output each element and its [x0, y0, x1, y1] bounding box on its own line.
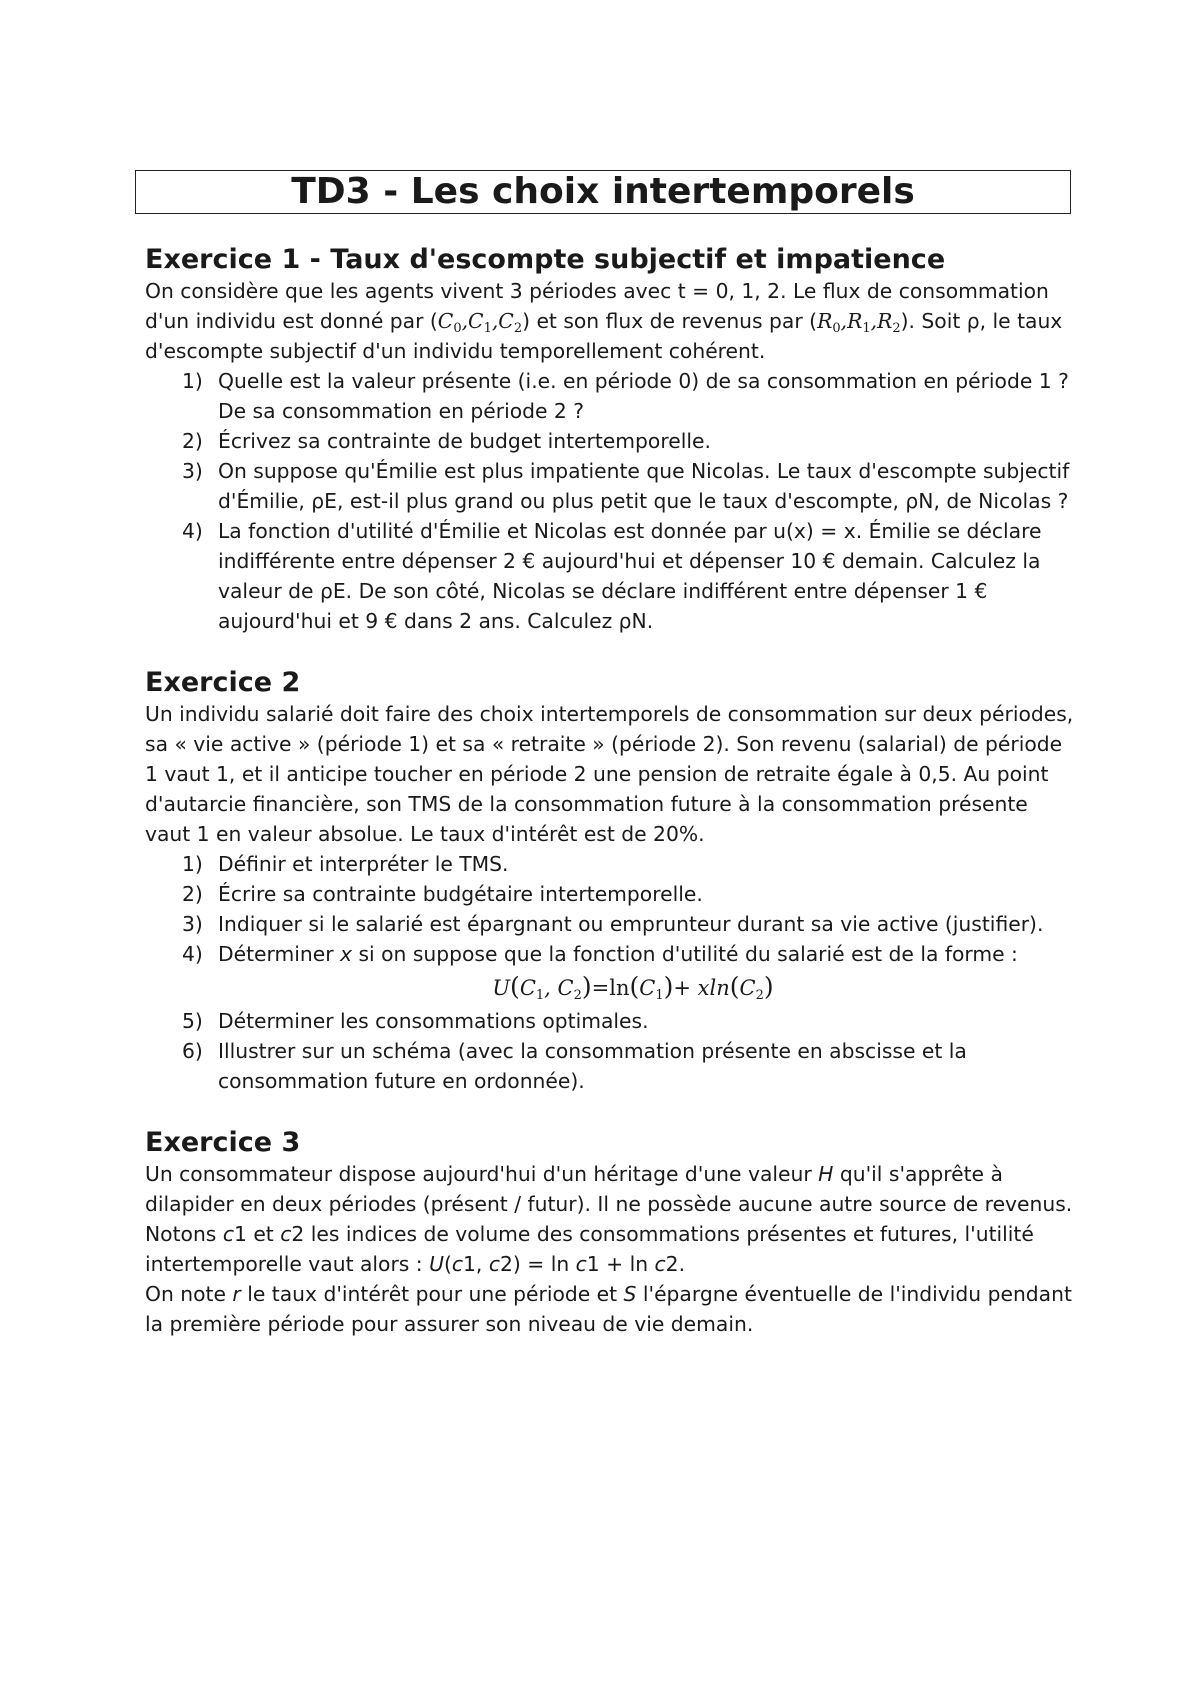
exercise-2-questions-continued: [145, 1006, 1075, 1096]
item-number: 2): [182, 429, 203, 453]
text: 1,: [463, 1252, 489, 1276]
variable: r: [232, 1282, 241, 1306]
item-number: 1): [182, 852, 203, 876]
variable: c: [654, 1252, 666, 1276]
list-item: [145, 366, 1075, 426]
exercise-3-heading: Exercice 3: [145, 1127, 301, 1158]
income-flow-formula: $R_0,R_1,R_2$: [817, 309, 901, 336]
variable: c: [280, 1222, 292, 1246]
exercise-1-heading: Exercice 1 - Taux d'escompte subjectif et impatience: [145, 244, 946, 275]
consumption-flow-formula: $C_0,C_1,C_2$: [437, 309, 523, 336]
exercise-3-paragraph-2: [145, 1219, 1075, 1279]
exercise-1: [145, 244, 1075, 636]
text: le taux d'intérêt pour une période et: [240, 1282, 624, 1306]
text: On note: [145, 1282, 233, 1306]
item-number: 3): [182, 912, 203, 936]
item-text: Illustrer sur un schéma (avec la consommation présente en abscisse et la consommation future en ordonnée).: [218, 1039, 967, 1093]
variable: c: [488, 1252, 500, 1276]
item-number: 4): [182, 519, 203, 543]
exercise-3: [145, 1127, 1075, 1339]
text: 2 les indices de volume des consommations présentes et futures, l'utilité intertemporelle vaut alors :: [145, 1222, 1034, 1276]
intro-text: ). Soit ρ, le taux d'escompte subjectif d'un individu temporellement cohérent.: [145, 309, 1063, 363]
item-number: 2): [182, 882, 203, 906]
text: 2.: [665, 1252, 686, 1276]
item-text: si on suppose que la fonction d'utilité du salarié est de la forme :: [352, 942, 1018, 966]
text: (: [443, 1252, 452, 1276]
exercise-2: [145, 667, 1075, 1096]
item-text: Écrire sa contrainte budgétaire intertemporelle.: [218, 882, 703, 906]
variable: H: [818, 1162, 834, 1186]
list-item: [145, 516, 1075, 636]
item-number: 1): [182, 369, 203, 393]
list-item: [145, 456, 1075, 516]
text: 1 + ln: [586, 1252, 655, 1276]
list-item: [145, 1036, 1075, 1096]
utility-function-equation: $U(C_1$, $C_2)=\ln(C_1)+ xln(C_2)$: [492, 972, 774, 1003]
variable: c: [222, 1222, 234, 1246]
text: l'épargne éventuelle de l'individu pendant la première période pour assurer son niveau de vie demain.: [145, 1282, 1072, 1336]
list-item: [145, 939, 1075, 969]
text: 2) = ln: [499, 1252, 576, 1276]
variable: U: [429, 1252, 444, 1276]
variable-x: x: [340, 942, 353, 966]
item-text: Déterminer les consommations optimales.: [218, 1009, 649, 1033]
variable: c: [575, 1252, 587, 1276]
item-text: On suppose qu'Émilie est plus impatiente que Nicolas. Le taux d'escompte subjectif d'Émilie, ρE, est-il plus grand ou plus petit que le taux d'escompte, ρN, de Nicolas ?: [218, 459, 1070, 513]
item-text: Déterminer: [218, 942, 341, 966]
exercise-1-questions: [145, 366, 1075, 636]
item-text: La fonction d'utilité d'Émilie et Nicolas est donnée par u(x) = x. Émilie se déclare indifférente entre dépenser 2 € aujourd'hui et dépenser 10 € demain. Calculez la valeur de ρE. De son côté, Nicolas se déclare indifférent entre dépenser 1 € aujourd'hui et 9 € dans 2 ans. Calculez ρN.: [218, 519, 1042, 633]
document-body: [145, 244, 1075, 1339]
item-number: 6): [182, 1039, 203, 1063]
exercise-2-questions: [145, 849, 1075, 969]
item-number: 3): [182, 459, 203, 483]
exercise-2-intro: Un individu salarié doit faire des choix intertemporels de consommation sur deux périodes, sa « vie active » (période 1) et sa « retraite » (période 2). Son revenu (salarial) de période 1 vaut 1, et il anticipe toucher en période 2 une pension de retraite égale à 0,5. Au point d'autarcie financière, son TMS de la consommation future à la consommation présente vaut 1 en valeur absolue. Le taux d'intérêt est de 20%.: [145, 702, 1074, 846]
list-item: [145, 909, 1075, 939]
text: Un consommateur dispose aujourd'hui d'un héritage d'une valeur: [145, 1162, 819, 1186]
intro-text: ) et son flux de revenus par (: [522, 309, 818, 333]
intro-text: On considère que les agents vivent 3 périodes avec t = 0, 1, 2. Le flux de consommation d'un individu est donné par (: [145, 279, 1049, 333]
variable: c: [451, 1252, 464, 1276]
exercise-2-heading: Exercice 2: [145, 667, 301, 698]
item-number: 5): [182, 1009, 203, 1033]
exercise-3-paragraph-3: [145, 1279, 1075, 1339]
list-item: [145, 426, 1075, 456]
text: 1 et: [233, 1222, 281, 1246]
variable: S: [623, 1282, 637, 1306]
list-item: [145, 1006, 1075, 1036]
exercise-1-intro: [145, 276, 1075, 366]
item-text: Définir et interpréter le TMS.: [218, 852, 509, 876]
item-text: Indiquer si le salarié est épargnant ou emprunteur durant sa vie active (justifier).: [218, 912, 1044, 936]
document-title: TD3 - Les choix intertemporels: [135, 170, 1071, 214]
list-item: [145, 849, 1075, 879]
exercise-3-paragraph-1: [145, 1159, 1075, 1219]
item-text: Écrivez sa contrainte de budget intertemporelle.: [218, 429, 711, 453]
text: Notons: [145, 1222, 223, 1246]
item-number: 4): [182, 942, 203, 966]
text: qu'il s'apprête à dilapider en deux périodes (présent / futur). Il ne possède aucune autre source de revenus.: [145, 1162, 1073, 1216]
list-item: [145, 879, 1075, 909]
item-text: Quelle est la valeur présente (i.e. en période 0) de sa consommation en période 1 ? De sa consommation en période 2 ?: [218, 369, 1069, 423]
